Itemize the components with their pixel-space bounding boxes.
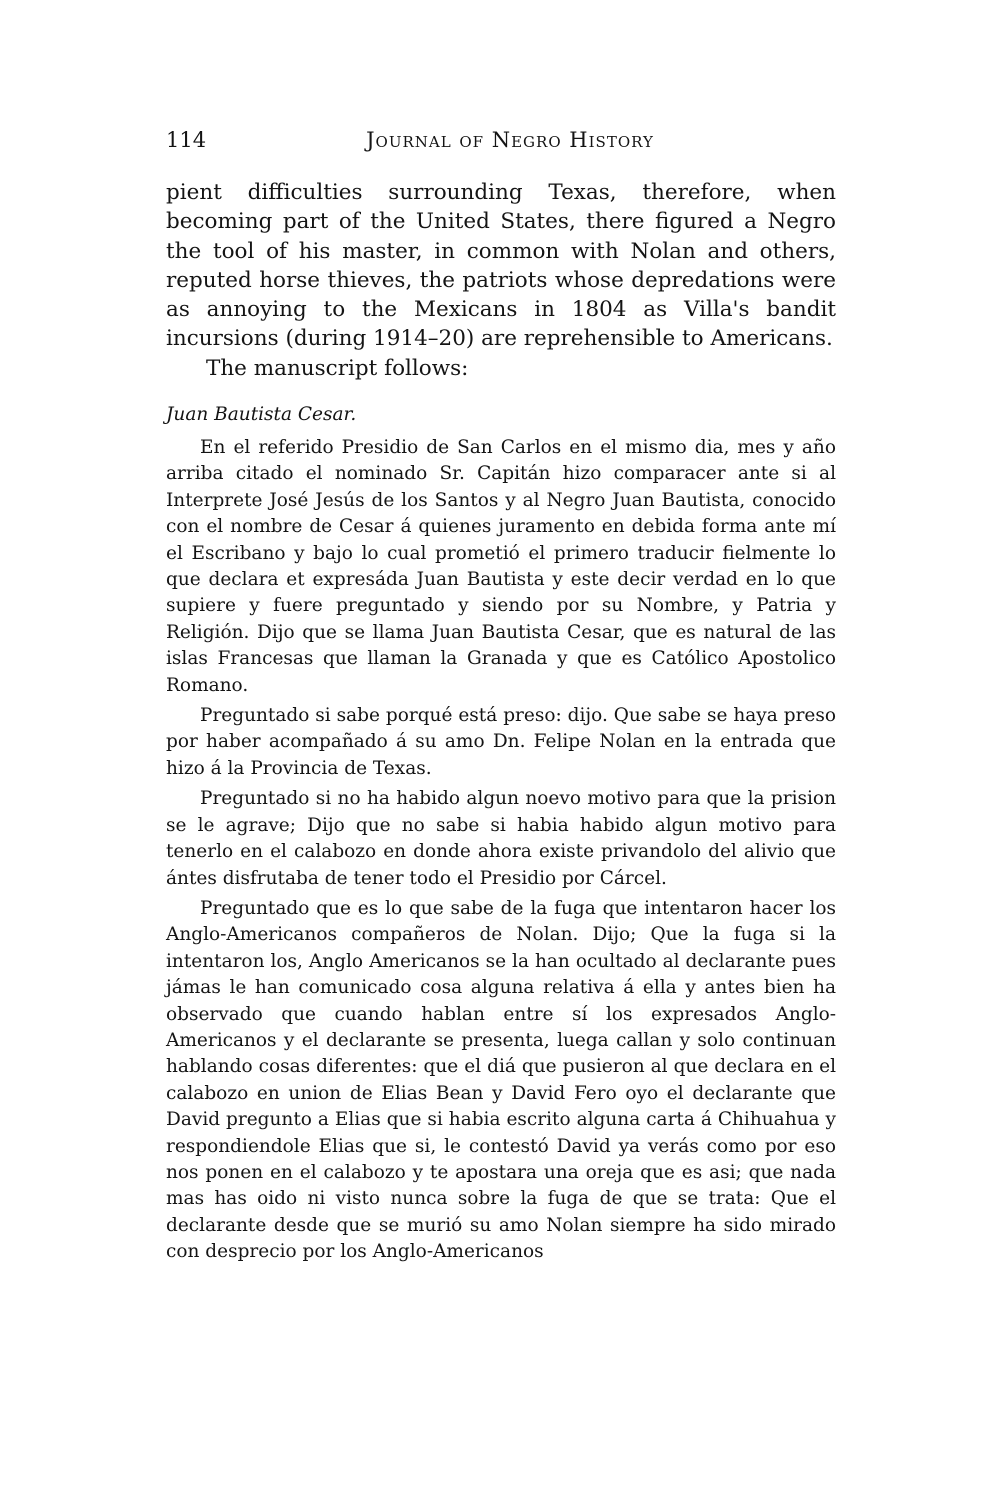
manuscript-heading: Juan Bautista Cesar. [166, 404, 357, 425]
manuscript-text [166, 404, 836, 1270]
running-head [166, 128, 836, 160]
manuscript-paragraph: Preguntado si sabe porqué está preso: dijo. Que sabe se haya preso por haber acompañado á su amo Dn. Felipe Nolan en la entrada que hizo á la Provincia de Texas. [166, 705, 836, 779]
manuscript-paragraph: Preguntado que es lo que sabe de la fuga que intentaron hacer los Anglo-Americanos compañeros de Nolan. Dijo; Que la fuga si la intentaron los, Anglo Americanos se la han ocultado al declarante pues jámas le han comunicado cosa alguna relativa á ella y antes bien ha observado que cuando hablan entre sí los expresados Anglo-Americanos y el declarante se presenta, luega callan y solo continuan hablando cosas diferentes: que el diá que pusieron al que declara en el calabozo en union de Elias Bean y David Fero oyo el declarante que David pregunto a Elias que si habia escrito alguna carta á Chihuahua y respondiendole Elias que si, le contestó David ya verás como por eso nos ponen en el calabozo y te apostara una oreja que es asi; que nada mas has oido ni visto nunca sobre la fuga de que se trata: Que el declarante desde que se murió su amo Nolan siempre ha sido mirado con desprecio por los Anglo-Americanos [166, 897, 836, 1263]
intro-text [166, 178, 836, 383]
manuscript-lead-in: The manuscript follows: [206, 355, 469, 381]
manuscript-paragraph: Preguntado si no ha habido algun noevo motivo para que la prision se le agrave; Dijo que no sabe si habia habido algun motivo para tenerlo en el calabozo en donde ahora existe privandolo del alivio que ántes disfrutaba de tener todo el Presidio por Cárcel. [166, 788, 836, 889]
page-number: 114 [166, 128, 207, 152]
intro-paragraph: pient difficulties surrounding Texas, therefore, when becoming part of the United States, there figured a Negro the tool of his master, in common with Nolan and others, reputed horse thieves, the patriots whose depredations were as annoying to the Mexicans in 1804 as Villa's bandit incursions (during 1914–20) are reprehensible to Americans. [166, 180, 836, 352]
manuscript-paragraph: En el referido Presidio de San Carlos en el mismo dia, mes y año arriba citado el nominado Sr. Capitán hizo comparacer ante si al Interprete José Jesús de los Santos y al Negro Juan Bautista, conocido con el nombre de Cesar á quienes juramento en debida forma ante mí el Escribano y bajo lo cual prometió el primero traducir fielmente lo que declara et expresáda Juan Bautista y este decir verdad en lo que supiere y fuere preguntado y siendo por su Nombre, y Patria y Religión. Dijo que se llama Juan Bautista Cesar, que es natural de las islas Francesas que llaman la Granada y que es Católico Apostolico Romano. [166, 437, 836, 696]
journal-title: Journal of Negro History [366, 128, 654, 152]
